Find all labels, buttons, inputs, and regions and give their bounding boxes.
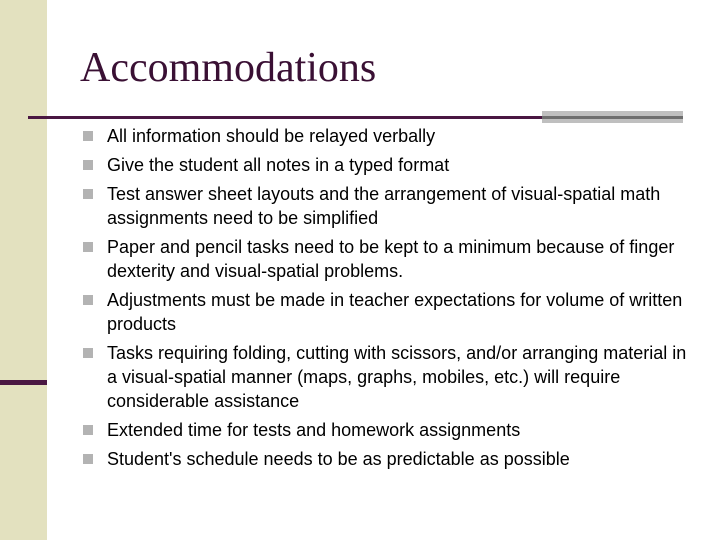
left-accent-stripe <box>0 380 47 385</box>
slide-title: Accommodations <box>80 45 377 91</box>
left-decorative-band <box>0 0 47 540</box>
square-bullet-icon <box>83 348 93 358</box>
bullet-text: Test answer sheet layouts and the arrangement of visual-spatial math assignments need to be simplified <box>107 184 661 228</box>
bullet-text: Paper and pencil tasks need to be kept to a minimum because of finger dexterity and visual-spatial problems. <box>107 237 675 281</box>
bullet-item <box>83 182 698 230</box>
square-bullet-icon <box>83 189 93 199</box>
title-underline-rule <box>28 116 542 119</box>
bullet-text: Tasks requiring folding, cutting with scissors, and/or arranging material in a visual-spatial manner (maps, graphs, mobiles, etc.) will require considerable assistance <box>107 343 687 411</box>
square-bullet-icon <box>83 242 93 252</box>
bullet-item <box>83 235 698 283</box>
bullet-text: Adjustments must be made in teacher expectations for volume of written products <box>107 290 683 334</box>
square-bullet-icon <box>83 454 93 464</box>
bullet-item <box>83 153 698 177</box>
bullet-text: Extended time for tests and homework assignments <box>107 420 521 440</box>
bullet-text: Give the student all notes in a typed format <box>107 155 450 175</box>
bullet-item <box>83 341 698 413</box>
bullet-text: Student's schedule needs to be as predictable as possible <box>107 449 570 469</box>
bullet-item <box>83 418 698 442</box>
bullet-item <box>83 124 698 148</box>
square-bullet-icon <box>83 425 93 435</box>
bullet-list <box>83 124 698 476</box>
square-bullet-icon <box>83 160 93 170</box>
bullet-item <box>83 288 698 336</box>
bullet-item <box>83 447 698 471</box>
square-bullet-icon <box>83 295 93 305</box>
decorative-gray-bar-line <box>542 116 683 119</box>
square-bullet-icon <box>83 131 93 141</box>
bullet-text: All information should be relayed verbally <box>107 126 436 146</box>
